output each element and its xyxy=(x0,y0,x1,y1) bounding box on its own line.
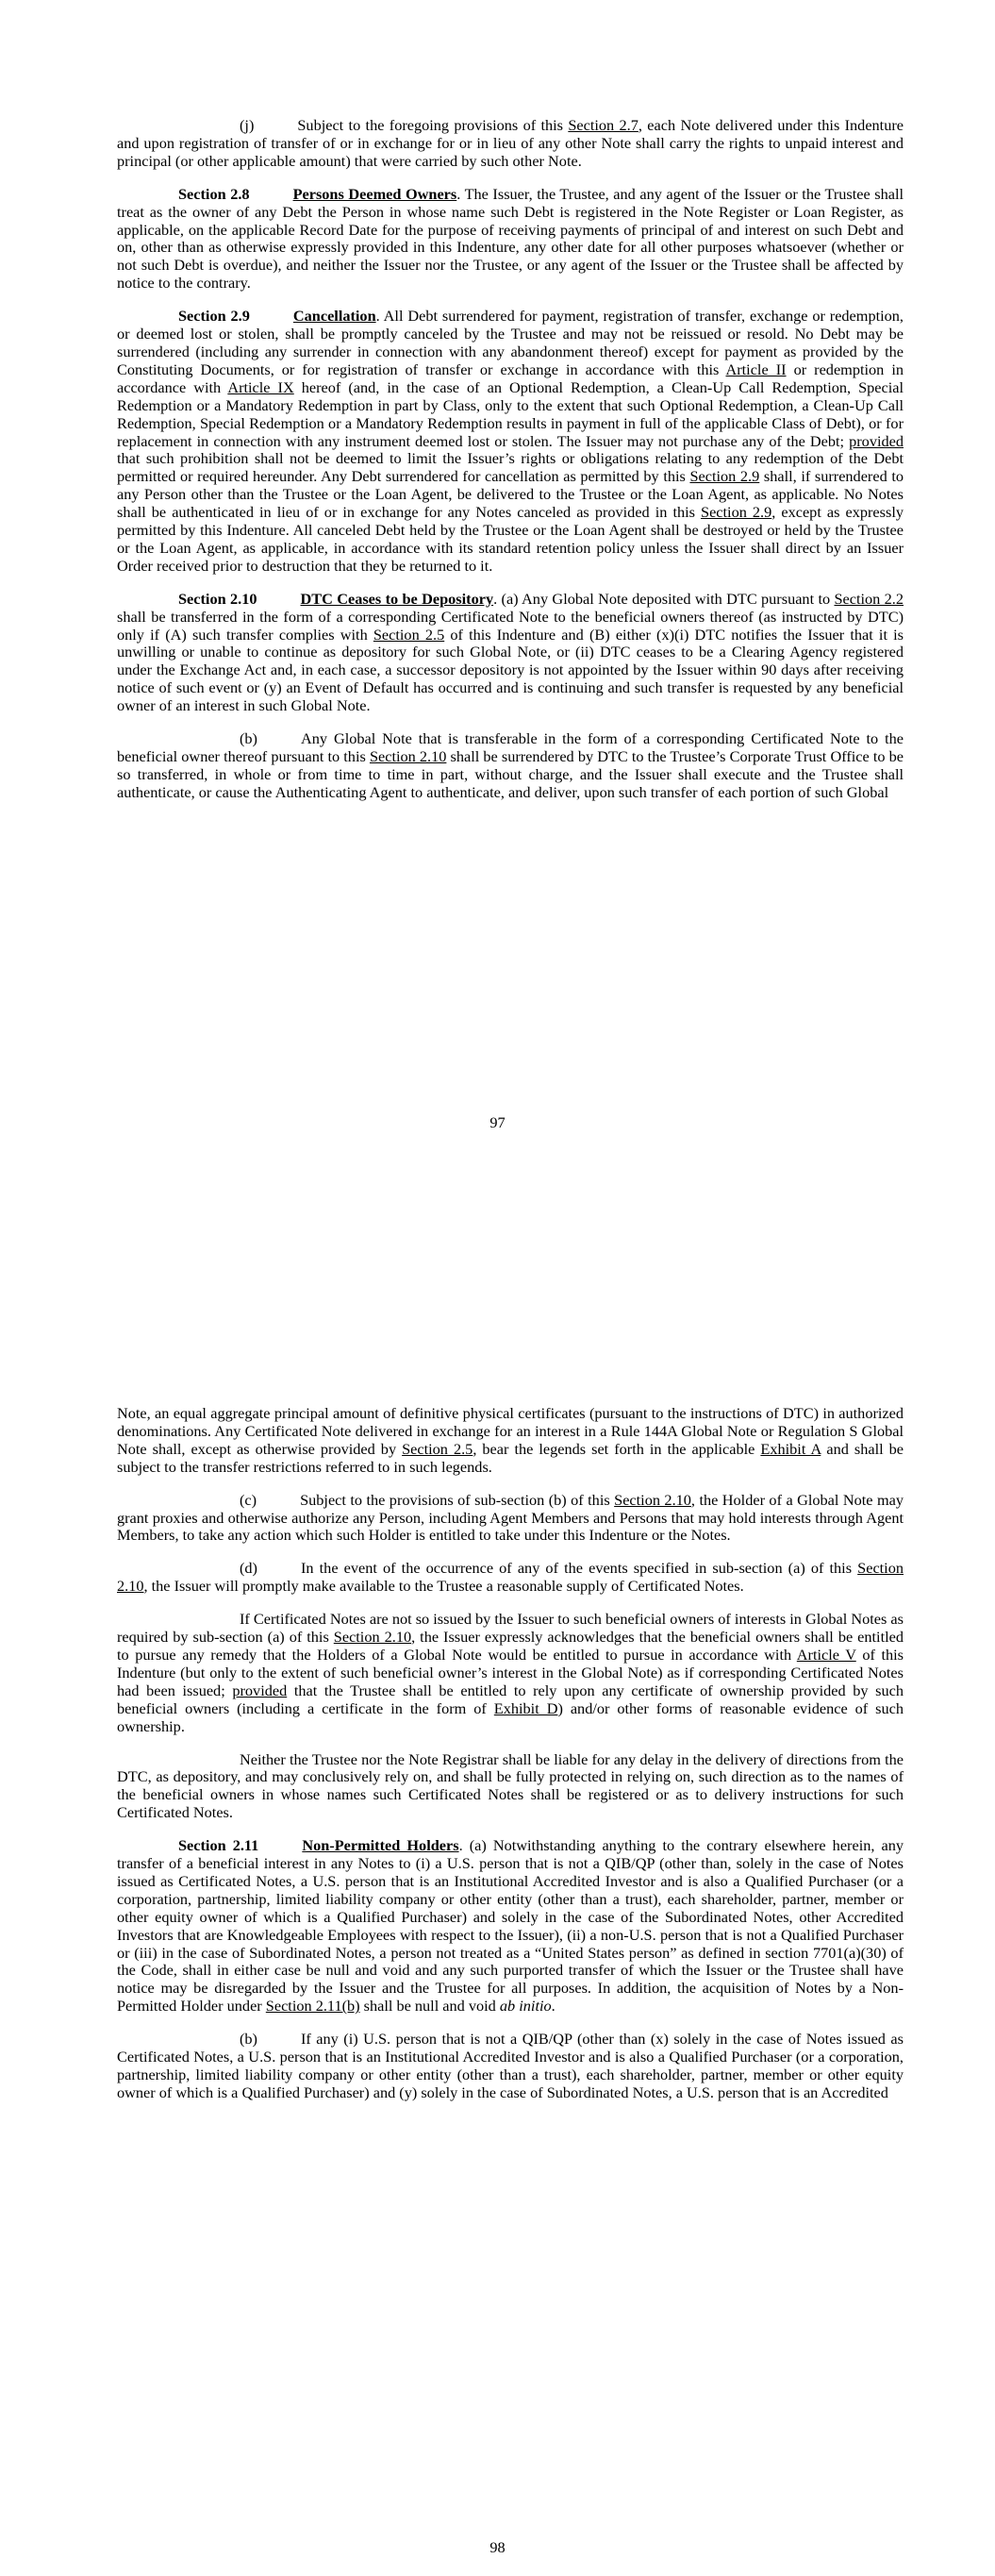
clause-label-j: (j) xyxy=(240,116,255,134)
section-2-9: Section 2.9 Cancellation. All Debt surrendered for payment, registration of transfer, exchange or redemption, or deemed lost or stolen, shall be promptly canceled by the Trustee and may not be reissued or resold. No Debt may be surrendered (including any surrender in connection with any abandonment thereof) except for payment as provided by the Constituting Documents, or for registration of transfer or exchange in accordance with this Article II or redemption in accordance with Article IX hereof (and, in the case of an Optional Redemption, a Clean-Up Call Redemption, Special Redemption or a Mandatory Redemption in part by Class, only to the extent that such Optional Redemption, a Clean-Up Call Redemption, Special Redemption or a Mandatory Redemption results in payment in full of the applicable Class of Debt), or for replacement in connection with any instrument deemed lost or stolen. The Issuer may not purchase any of the Debt; provided that such prohibition shall not be deemed to limit the Issuer’s rights or obligations relating to any redemption of the Debt permitted or required hereunder. Any Debt surrendered for cancellation as permitted by this Section 2.9 shall, if surrendered to any Person other than the Trustee or the Loan Agent, be delivered to the Trustee or the Loan Agent, as applicable. No Notes shall be authenticated in lieu of or in exchange for any Notes canceled as provided in this Section 2.9, except as expressly permitted by this Indenture. All canceled Debt held by the Trustee or the Loan Agent shall be destroyed or held by the Trustee or the Loan Agent, as applicable, in accordance with its standard retention policy unless the Issuer shall direct by an Issuer Order received prior to destruction that they be returned to it. xyxy=(117,307,904,575)
section-2-11: Section 2.11 Non-Permitted Holders. (a) Notwithstanding anything to the contrary elsewhere herein, any transfer of a beneficial interest in any Notes to (i) a U.S. person that is not a QIB/QP (other than, solely in the case of Notes issued as Certificated Notes, a U.S. person that is an Institutional Accredited Investor and is also a Qualified Purchaser (or a corporation, partnership, limited liability company or other entity (other than a trust), each shareholder, partner, member or other equity owner of which is a Qualified Purchaser) and solely in the case of the Subordinated Notes, other Accredited Investors that are Knowledgeable Employees with respect to the Issuer), (ii) a non-U.S. person that is not a Qualified Purchaser or (iii) in the case of Subordinated Notes, a person not treated as a “United States person” as defined in section 7701(a)(30) of the Code, shall in either case be null and void and any such purported transfer of which the Issuer or the Trustee shall have notice may be disregarded by the Issuer and the Trustee for all purposes. In addition, the acquisition of Notes by a Non-Permitted Holder under Section 2.11(b) shall be null and void ab initio. xyxy=(117,1836,904,2016)
section-number: Section 2.10 xyxy=(178,589,257,608)
article-ref: Article IX xyxy=(227,377,294,396)
section-ref-link: Section 2.7 xyxy=(568,116,638,134)
paragraph-b: (b) Any Global Note that is transferable in the form of a corresponding Certificated Note to the beneficial owner thereof pursuant to this Section 2.10 shall be surrendered by DTC to the Trustee’s Corporate Trust Office to be so transferred, in whole or from time to time in part, without charge, and the Issuer shall execute and the Trustee shall authenticate, or cause the Authenticating Agent to authenticate, and deliver, upon such transfer of each portion of such Global xyxy=(117,729,904,801)
section-2-10: Section 2.10 DTC Ceases to be Depository. (a) Any Global Note deposited with DTC pursuant to Section 2.2 shall be transferred in the form of a corresponding Certificated Note to the beneficial owners thereof (as instructed by DTC) only if (A) such transfer complies with Section 2.5 of this Indenture and (B) either (x)(i) DTC notifies the Issuer that it is unwilling or unable to continue as depository for such Global Note, or (ii) DTC ceases to be a Clearing Agency registered under the Exchange Act and, in each case, a successor depository is not appointed by the Issuer within 90 days after receiving notice of such event or (y) an Event of Default has occurred and is continuing and such transfer is requested by any beneficial owner of an interest in such Global Note. xyxy=(117,589,904,715)
exhibit-ref: Exhibit A xyxy=(760,1439,821,1458)
paragraph-if-certificated: If Certificated Notes are not so issued by the Issuer to such beneficial owners of interests in Global Notes as required by sub-section (a) of this Section 2.10, the Issuer expressly acknowledges that the beneficial owners shall be entitled to pursue any remedy that the Holders of a Global Note would be entitled to pursue in accordance with Article V of this Indenture (but only to the extent of such beneficial owner’s interest in the Global Note) as if corresponding Certificated Notes had been issued; provided that the Trustee shall be entitled to rely upon any certificate of ownership provided by such beneficial owners (including a certificate in the form of Exhibit D) and/or other forms of reasonable evidence of such ownership. xyxy=(117,1610,904,1735)
latin-term: ab initio xyxy=(499,1997,552,2016)
section-ref-link: Section 2.9 xyxy=(689,467,760,486)
section-ref-link: Section 2.10 xyxy=(614,1490,691,1509)
clause-label-b: (b) xyxy=(240,729,257,748)
section-title: DTC Ceases to be Depository xyxy=(300,589,494,608)
paragraph-neither: Neither the Trustee nor the Note Registrar shall be liable for any delay in the delivery of directions from the DTC, as depository, and may conclusively rely on, and shall be fully protected in relying on, such direction as to the names of the beneficial owners in whose names such Certificated Notes shall be registered or as to delivery instructions for such Certificated Notes. xyxy=(117,1749,904,1822)
section-ref-link: Section 2.9 xyxy=(701,503,772,522)
clause-label-d: (d) xyxy=(240,1559,257,1578)
page-number: 97 xyxy=(489,1113,506,1131)
clause-label-b: (b) xyxy=(240,2030,257,2049)
section-ref-link: Section 2.5 xyxy=(402,1439,473,1458)
paragraph-c: (c) Subject to the provisions of sub-section (b) of this Section 2.10, the Holder of a Global Note may grant proxies and otherwise authorize any Person, including Agent Members and Persons that may hold interests through Agent Members, to take any action which such Holder is entitled to take under this Indenture or the Notes. xyxy=(117,1490,904,1545)
section-ref-link: Section 2.10 xyxy=(117,1559,904,1596)
clause-label-c: (c) xyxy=(240,1490,257,1509)
paragraph-d: (d) In the event of the occurrence of any of the events specified in sub-section (a) of this Section 2.10, the Issuer will promptly make available to the Trustee a reasonable supply of Certificated Notes. xyxy=(117,1559,904,1596)
page-98-body xyxy=(117,1405,904,2117)
section-title: Cancellation xyxy=(292,307,376,326)
section-number: Section 2.11 xyxy=(178,1836,259,1855)
paragraph-j: (j) Subject to the foregoing provisions of this Section 2.7, each Note delivered under this Indenture and upon registration of transfer of or in exchange for or in lieu of any other Note shall carry the rights to unpaid interest and principal (or other applicable amount) that were carried by such other Note. xyxy=(117,116,904,170)
section-number: Section 2.8 xyxy=(178,184,250,203)
article-ref: Article II xyxy=(725,360,787,378)
section-ref-link: Section 2.10 xyxy=(369,747,447,765)
proviso-term: provided xyxy=(232,1681,288,1699)
paragraph-b-2: (b) If any (i) U.S. person that is not a QIB/QP (other than (x) solely in the case of Notes issued as Certificated Notes, a U.S. person that is an Institutional Accredited Investor and is also a Qualified Purchaser (or a corporation, partnership, limited liability company or other entity (other than a trust), each shareholder, partner, member or other equity owner of which is a Qualified Purchaser) and (y) solely in the case of Subordinated Notes, a U.S. person that is an Accredited xyxy=(117,2030,904,2101)
section-ref-link: Section 2.5 xyxy=(373,625,445,644)
section-number: Section 2.9 xyxy=(178,307,250,326)
exhibit-ref: Exhibit D xyxy=(493,1698,558,1717)
section-2-8: Section 2.8 Persons Deemed Owners. The Issuer, the Trustee, and any agent of the Issuer or the Trustee shall treat as the owner of any Debt the Person in whose name such Debt is registered in the Note Register or Loan Register, as applicable, on the applicable Record Date for the purpose of receiving payments of principal of and interest on such Debt and on, other than as otherwise expressly provided in this Indenture, any other date for all other purposes whatsoever (whether or not such Debt is overdue), and neither the Issuer nor the Trustee, or any agent of the Issuer or the Trustee shall be affected by notice to the contrary. xyxy=(117,184,904,293)
section-ref-link: Section 2.11(b) xyxy=(265,1997,360,2016)
section-title: Persons Deemed Owners xyxy=(292,184,457,203)
section-ref-link: Section 2.10 xyxy=(333,1628,412,1647)
page-97-body xyxy=(117,117,904,817)
section-title: Non-Permitted Holders xyxy=(302,1836,459,1855)
article-ref: Article V xyxy=(796,1645,856,1664)
section-ref-link: Section 2.2 xyxy=(834,589,904,608)
paragraph-continuation: Note, an equal aggregate principal amount of definitive physical certificates (pursuant to the instructions of DTC) in authorized denominations. Any Certificated Note delivered in exchange for an interest in a Rule 144A Global Note or Regulation S Global Note shall, except as otherwise provided by Section 2.5, bear the legends set forth in the applicable Exhibit A and shall be subject to the transfer restrictions referred to in such legends. xyxy=(117,1404,904,1476)
proviso-term: provided xyxy=(849,431,904,450)
page-number: 98 xyxy=(489,2538,506,2556)
document-page-98 xyxy=(0,1288,995,2576)
